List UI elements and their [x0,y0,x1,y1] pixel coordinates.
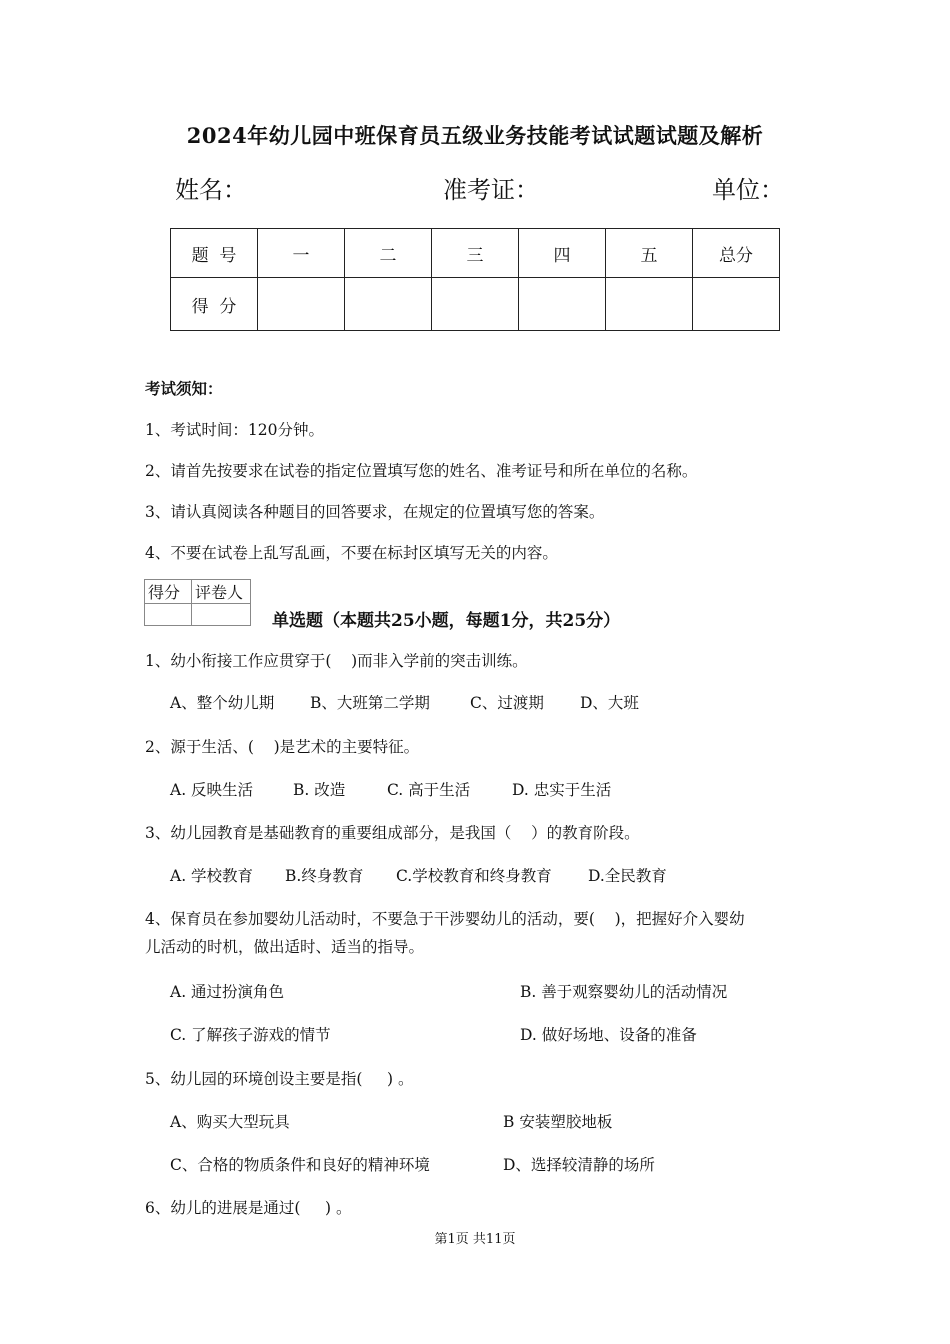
score-col-3: 三 [432,229,519,278]
q5-option-c: C、合格的物质条件和良好的精神环境 [170,1156,430,1174]
q3-option-c: C.学校教育和终身教育 [396,867,552,885]
q4-option-c: C. 了解孩子游戏的情节 [170,1026,331,1044]
score-col-total: 总分 [693,229,780,278]
grader-cell [145,604,192,626]
question-2: 2、源于生活、( )是艺术的主要特征。 [145,738,420,756]
score-table [170,228,780,331]
score-col-4: 四 [519,229,606,278]
q3-option-a: A. 学校教育 [170,867,254,885]
score-cell [519,278,606,331]
question-4-line-1: 4、保育员在参加婴幼儿活动时，不要急于干涉婴幼儿的活动，要( )，把握好介入婴幼 [145,910,745,928]
score-cell [693,278,780,331]
name-label: 姓名： [175,176,247,204]
score-row-label: 得 分 [171,278,258,331]
unit-label: 单位： [712,176,784,204]
q3-option-b: B.终身教育 [285,867,364,885]
score-cell [258,278,345,331]
grader-score-label: 得分 [145,580,192,604]
exam-title: 2024年幼儿园中班保育员五级业务技能考试试题试题及解析 [186,123,764,148]
grader-cell [192,604,251,626]
q2-option-c: C. 高于生活 [387,781,471,799]
notice-item: 1、考试时间：120分钟。 [145,421,324,439]
q1-option-b: B、大班第二学期 [310,694,430,712]
grader-name-label: 评卷人 [192,580,251,604]
score-col-1: 一 [258,229,345,278]
score-col-5: 五 [606,229,693,278]
score-col-2: 二 [345,229,432,278]
notice-heading: 考试须知： [145,379,223,398]
q5-option-d: D、选择较清静的场所 [503,1156,655,1174]
score-header-label: 题 号 [171,229,258,278]
q5-option-a: A、购买大型玩具 [170,1113,290,1131]
notice-item: 2、请首先按要求在试卷的指定位置填写您的姓名、准考证号和所在单位的名称。 [145,462,698,480]
q1-option-c: C、过渡期 [470,694,544,712]
score-cell [606,278,693,331]
q4-option-b: B. 善于观察婴幼儿的活动情况 [520,983,728,1001]
q2-option-b: B. 改造 [293,781,346,799]
question-4-line-2: 儿活动的时机，做出适时、适当的指导。 [145,938,425,956]
notice-item: 3、请认真阅读各种题目的回答要求，在规定的位置填写您的答案。 [145,503,605,521]
q5-option-b: B 安装塑胶地板 [503,1113,613,1131]
page-footer: 第1页 共11页 [434,1232,516,1247]
exam-id-label: 准考证： [443,176,539,204]
question-1: 1、幼小衔接工作应贯穿于( )而非入学前的突击训练。 [145,652,528,670]
q4-option-a: A. 通过扮演角色 [170,983,285,1001]
q4-option-d: D. 做好场地、设备的准备 [520,1026,697,1044]
question-6: 6、幼儿的进展是通过( ) 。 [145,1199,352,1217]
q2-option-a: A. 反映生活 [170,781,254,799]
score-cell [432,278,519,331]
q1-option-a: A、整个幼儿期 [170,694,275,712]
score-cell [345,278,432,331]
question-5: 5、幼儿园的环境创设主要是指( ) 。 [145,1070,414,1088]
notice-item: 4、不要在试卷上乱写乱画，不要在标封区填写无关的内容。 [145,544,558,562]
question-3: 3、幼儿园教育是基础教育的重要组成部分，是我国（ ）的教育阶段。 [145,824,640,842]
q2-option-d: D. 忠实于生活 [512,781,612,799]
q1-option-d: D、大班 [580,694,639,712]
grader-table [144,579,251,626]
section-title: 单选题（本题共25小题，每题1分，共25分） [272,611,621,631]
q3-option-d: D.全民教育 [588,867,667,885]
